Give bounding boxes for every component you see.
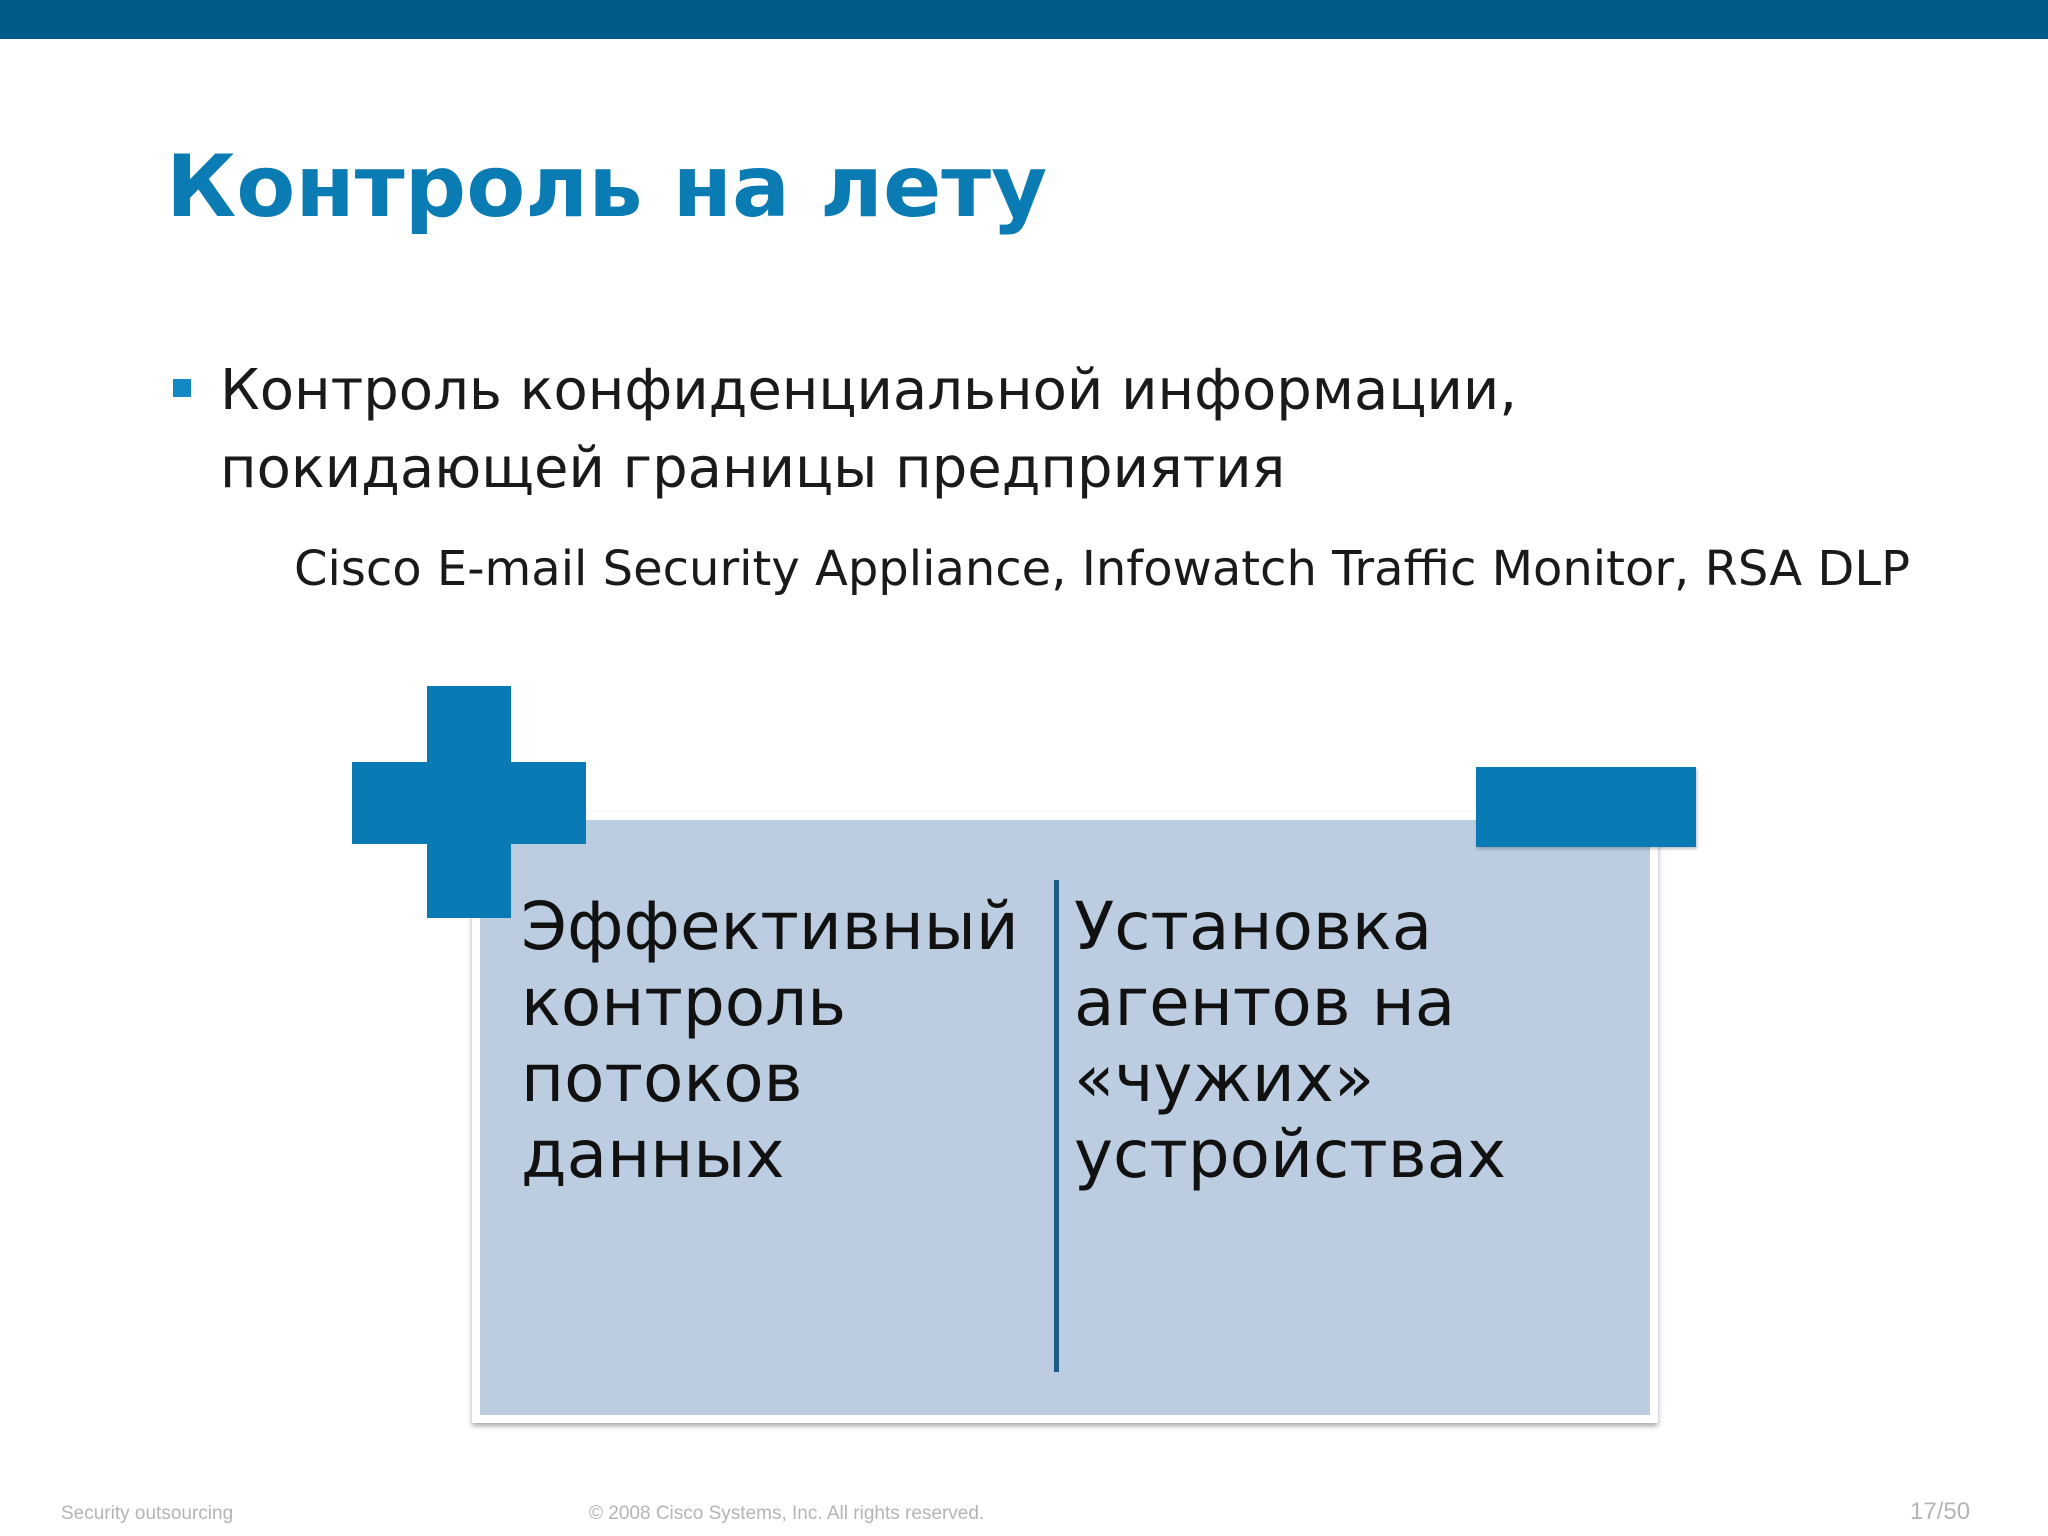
disadvantage-text: Установка агентов на «чужих» устройствах <box>1074 888 1507 1193</box>
top-header-bar <box>0 0 2048 39</box>
advantage-text: Эффективный контроль потоков данных <box>521 888 1019 1193</box>
sub-bullet-text: Cisco E-mail Security Appliance, Infowatch Traffic Monitor, RSA DLP <box>294 541 1911 597</box>
slide-title: Контроль на лету <box>166 137 1048 237</box>
footer-copyright: © 2008 Cisco Systems, Inc. All rights reserved. <box>589 1503 985 1524</box>
plus-icon-bar <box>352 762 586 844</box>
footer-topic: Security outsourcing <box>61 1503 234 1524</box>
panel-divider <box>1054 880 1059 1372</box>
bullet-text: Контроль конфиденциальной информации, покидающей границы предприятия <box>220 358 1518 501</box>
page-number: 17/50 <box>1910 1498 1971 1525</box>
bullet-square-icon <box>173 379 191 397</box>
minus-icon <box>1476 767 1696 847</box>
